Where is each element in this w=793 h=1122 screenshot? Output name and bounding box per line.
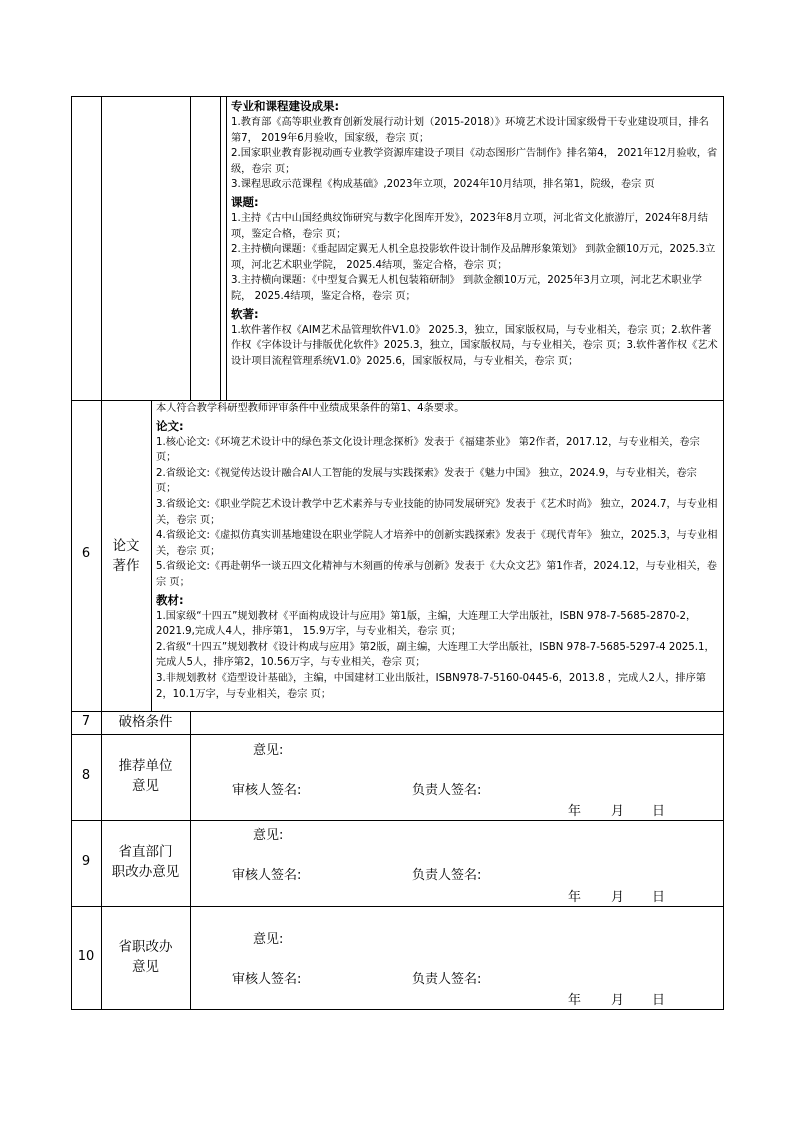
row10-label-line2: 意见 xyxy=(132,959,159,975)
row8-responsible-signature-label: 负责人签名: xyxy=(412,783,482,798)
achievements-heading: 专业和课程建设成果: xyxy=(231,99,340,113)
paper-item: 2.省级论文:《视觉传达设计融合AI人工智能的发展与实践探索》发表于《魅力中国》 独立，2024.9，与专业相关，卷宗 页； xyxy=(156,467,697,495)
row6-label-line1: 论文 xyxy=(112,538,140,554)
row9-date-month: 月 xyxy=(611,890,625,905)
row6-label-line2: 著作 xyxy=(112,558,140,574)
papers-cell xyxy=(156,401,719,702)
project-item: 3.主持横向课题：《中型复合翼无人机包装箱研制》 到款金额10万元，2025年3月立项，河北艺术职业学院， 2025.4结项，鉴定合格，卷宗 页； xyxy=(231,275,702,302)
row6-label xyxy=(101,536,151,576)
row10-label xyxy=(101,937,190,977)
textbook-item: 3.非规划教材《造型设计基础》，主编，中国建材工业出版社，ISBN978-7-5160-0445-6，2013.8 ，完成人2人，排序第2，10.1万字，与专业相关，卷宗 页； xyxy=(156,672,706,700)
row8-opinion-label: 意见: xyxy=(253,743,284,758)
row10-reviewer-signature-label: 审核人签名: xyxy=(232,972,302,987)
row9-label-line1: 省直部门 xyxy=(118,844,173,860)
row9-responsible-signature-label: 负责人签名: xyxy=(412,868,482,883)
row9-opinion-label: 意见: xyxy=(253,828,284,843)
textbook-item: 2.省级“十四五”规划教材《设计构成与应用》第2版，副主编，大连理工大学出版社，ISBN 978-7-5685-5297-4 2025.1，完成人5人，排序第2，10.56万字，与专业相关，卷宗 页； xyxy=(156,641,715,669)
row10-date-year: 年 xyxy=(568,993,582,1008)
paper-item: 5.省级论文:《再赴朝华一谈五四文化精神与木刻画的传承与创新》发表于《大众文艺》第1作者，2024.12，与专业相关，卷宗 页； xyxy=(156,561,717,588)
papers-heading: 论文: xyxy=(156,418,184,433)
project-item: 1.主持《古中山国经典纹饰研究与数字化图库开发》，2023年8月立项，河北省文化旅游厅，2024年8月结项，鉴定合格，卷宗 页； xyxy=(231,212,708,240)
software-heading: 软著: xyxy=(231,306,259,321)
row10-label-line1: 省职改办 xyxy=(118,939,173,955)
textbook-item: 1.国家级“十四五”规划教材《平面构成设计与应用》第1版，主编，大连理工大学出版社，ISBN 978-7-5685-2870-2，2021.9,完成人4人，排序第1， 15.9万字，与专业相关，卷宗 页； xyxy=(156,610,697,638)
projects-heading: 课题: xyxy=(231,194,259,209)
row8-date-year: 年 xyxy=(568,804,582,819)
row9-label xyxy=(101,842,190,882)
row8-date-month: 月 xyxy=(611,804,625,819)
row10-responsible-signature-label: 负责人签名: xyxy=(412,972,482,987)
row10-opinion-label: 意见: xyxy=(253,932,284,947)
achievement-item: 2.国家职业教育影视动画专业教学资源库建设子项目《动态图形广告制作》排名第4， 2021年12月验收，省级，卷宗 页； xyxy=(231,148,718,175)
row9-reviewer-signature-label: 审核人签名: xyxy=(232,868,302,883)
achievement-item: 3.课程思政示范课程《构成基础》,2023年立项，2024年10月结项，排名第1，院级，卷宗 页 xyxy=(231,179,655,191)
row8-number: 8 xyxy=(81,768,91,783)
row10-date-month: 月 xyxy=(611,993,625,1008)
row8-label-line1: 推荐单位 xyxy=(118,758,173,774)
row9-number: 9 xyxy=(81,854,91,869)
paper-item: 3.省级论文:《职业学院艺术设计教学中艺术素养与专业技能的协同发展研究》发表于《艺术时尚》 独立，2024.7，与专业相关，卷宗 页； xyxy=(156,498,718,526)
row8-label-line2: 意见 xyxy=(132,778,159,794)
project-item: 2.主持横向课题：《垂起固定翼无人机全息投影软件设计制作及品牌形象策划》 到款金额10万元，2025.3立项，河北艺术职业学院， 2025.4结项，鉴定合格，卷宗 页； xyxy=(231,244,716,271)
paper-item: 1.核心论文:《环境艺术设计中的绿色茶文化设计理念探析》发表于《福建茶业》 第2作者，2017.12，与专业相关，卷宗 页； xyxy=(156,436,700,464)
paper-item: 4.省级论文:《虚拟仿真实训基地建设在职业学院人才培养中的创新实践探索》发表于《现代青年》 独立，2025.3，与专业相关，卷宗 页； xyxy=(156,530,718,557)
row7-number: 7 xyxy=(81,714,91,729)
achievement-item: 1.教育部《高等职业教育创新发展行动计划（2015-2018）》环境艺术设计国家级骨干专业建设项目，排名第7， 2019年6月验收，国家级，卷宗 页； xyxy=(231,117,709,144)
row6-number: 6 xyxy=(81,546,91,561)
row9-date-year: 年 xyxy=(568,890,582,905)
software-item: 1.软件著作权《AIM艺术品管理软件V1.0》 2025.3，独立，国家版权局，与专业相关，卷宗 页；2.软件著作权《字体设计与排版优化软件》2025.3，独立，国家版权局，与专业相关，卷宗 页；3.软件著作权《艺术设计项目流程管理系统V1.0》2025.6，国家版权局，与专业相关，卷宗 页； xyxy=(231,324,718,367)
row8-label xyxy=(101,756,190,796)
row9-label-line2: 职改办意见 xyxy=(111,864,180,880)
achievements-cell xyxy=(231,97,719,369)
row10-number: 10 xyxy=(77,949,95,964)
row7-label: 破格条件 xyxy=(118,714,173,730)
row8-reviewer-signature-label: 审核人签名: xyxy=(232,783,302,798)
textbooks-heading: 教材: xyxy=(156,592,184,607)
row9-date-day: 日 xyxy=(652,890,666,905)
qualification-intro: 本人符合教学科研型教师评审条件中业绩成果条件的第1、4条要求。 xyxy=(156,403,465,414)
row8-date-day: 日 xyxy=(652,804,666,819)
row10-date-day: 日 xyxy=(652,993,666,1008)
